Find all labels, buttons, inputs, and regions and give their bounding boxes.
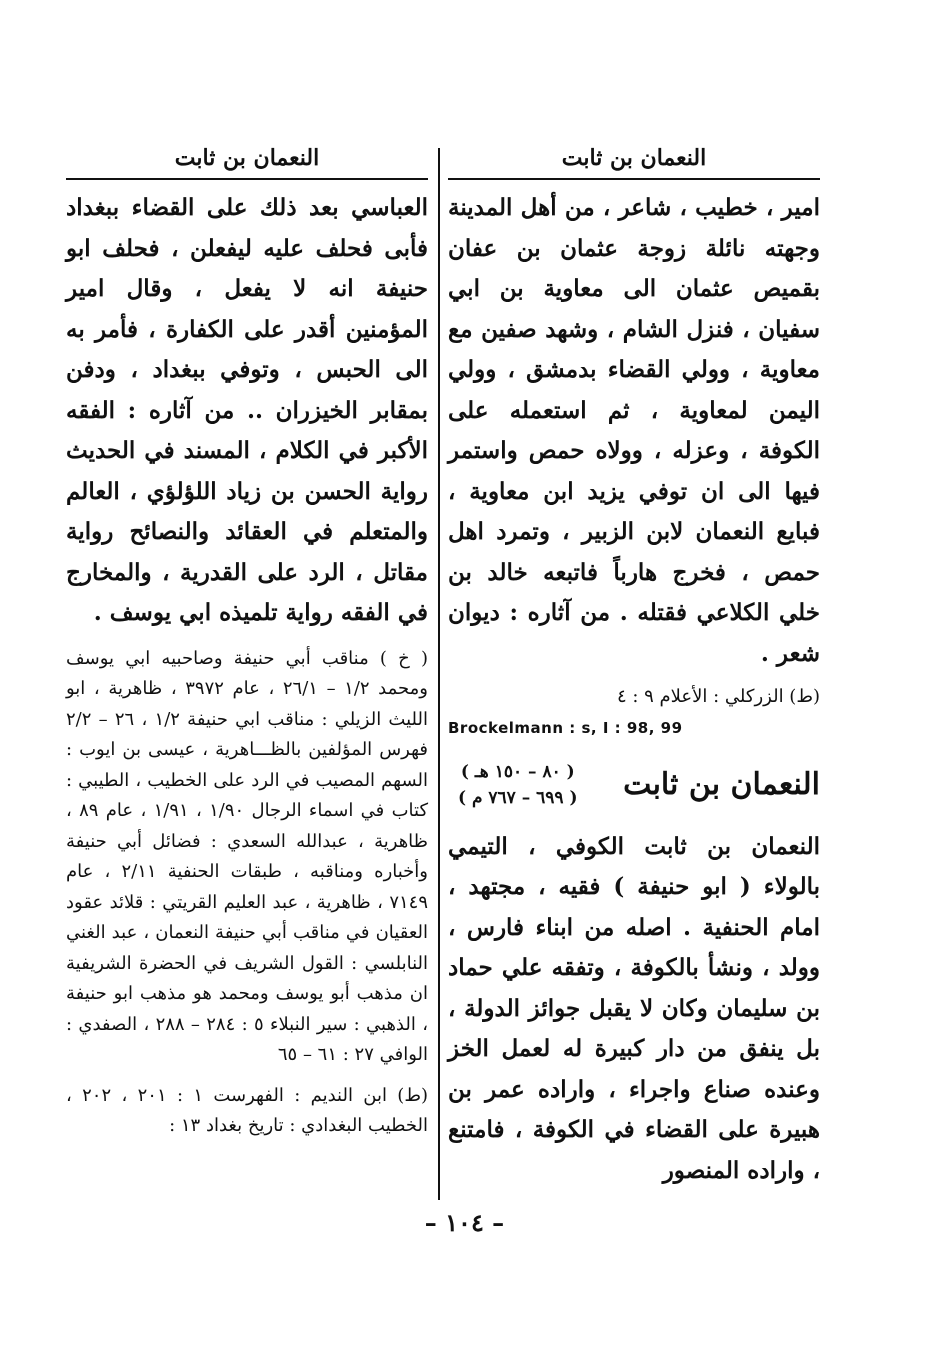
new-entry-dates [458, 759, 578, 811]
new-entry-title: النعمان بن ثابت [623, 767, 820, 802]
left-header-rule [66, 178, 428, 180]
t-references: (ط) ابن النديم : الفهرست ١ : ٢٠١ ، ٢٠٢ ، الخطيب البغدادي : تاريخ بغداد ١٣ : [66, 1084, 428, 1136]
continued-entry-text: امير ، خطيب ، شاعر ، من أهل المدينة وجهته نائلة زوجة عثمان بن عفان بقميص عثمان الى معاوية بن ابي سفيان ، فنزل الشام ، وشهد صفين مع معاوية ، وولي القضاء بدمشق ، وولي اليمن لمعاوية ، ثم استعمله على الكوفة ، وعزله ، وولاه حمص واستمر فيها الى ان توفي يزيد ابن معاوية ، فبايع النعمان لابن الزبير ، وتمرد اهل حمص ، فخرج هارباً فاتبعه خالد بن خلي الكلاعي فقتله . من آثاره : ديوان شعر . [448, 194, 820, 667]
new-entry-heading [448, 759, 820, 811]
dates-hijri: ( ٨٠ – ١٥٠ هـ ) [460, 761, 575, 782]
new-entry-text: النعمان بن ثابت الكوفي ، التيمي بالولاء ( ابو حنيفة ) فقيه ، مجتهد ، امام الحنفية . اصله من ابناء فارس ، وولد ، ونشأ بالكوفة ، وتفقه علي حماد بن سليمان وكان لا يقبل جوائز الدولة ، بل ينفق من دار كبيرة له لعمل الخز وعنده صناع واجراء ، واراده عمر بن هبيرة على القضاء في الكوفة ، فامتنع ، واراده المنصور [448, 832, 820, 1184]
page-number: – ١٠٤ – [424, 1208, 505, 1237]
right-column [448, 140, 820, 1191]
right-column-header: النعمان بن ثابت [561, 145, 707, 171]
left-column [66, 140, 428, 1142]
continued-entry-reference: (ط) الزركلي : الأعلام ٩ : ٤ [616, 686, 820, 707]
kh-references: ( خ ) مناقب أبي حنيفة وصاحبيه ابي يوسف ومحمد ١/٢ – ٢٦/١ ، عام ٣٩٧٢ ، ظاهرية ، ابو الليث الزيلي : مناقب ابي حنيفة ١/٢ ، ٢٦ – ٢/٢ فهرس المؤلفين بالظـــاهرية ، عيسى بن ايوب : السهم المصيب في الرد على الخطيب ، الطيبي : كتاب في اسماء الرجال ١/٩٠ ، ١/٩١ ، عام ٨٩ ، ظاهرية ، عبدالله السعدي : فضائل أبي حنيفة وأخباره ومناقبه ، طبقات الحنفية ٢/١١ ، عام ٧١٤٩ ، ظاهرية ، عبد العليم القريتي : قلائد عقود العقيان في مناقب أبي حنيفة النعمان ، عبد الغني النابلسي : القول الشريف في الحضرة الشريفية ان مذهب أبو يوسف ومحمد هو مذهب ابو حنيفة ، الذهبي : سير النبلاء ٥ : ٢٨٤ – ٢٨٨ ، الصفدي : الوافي ٢٧ : ٦١ – ٦٥ [66, 647, 429, 1065]
dates-gregorian: ( ٦٩٩ – ٧٦٧ م ) [458, 787, 578, 808]
column-divider [438, 148, 440, 1200]
brockelmann-reference: Brockelmann : s, I : 98, 99 [448, 718, 683, 737]
left-entry-text: العباسي بعد ذلك على القضاء ببغداد فأبى فحلف عليه ليفعلن ، فحلف ابو حنيفة انه لا يفعل ، وقال امير المؤمنين أقدر على الكفارة ، فأمر به الى الحبس ، وتوفي ببغداد ، ودفن بمقابر الخيزران .. من آثاره : الفقه الأكبر في الكلام ، المسند في الحديث رواية الحسن بن زياد اللؤلؤي ، العالم والمتعلم في العقائد والنصائح رواية مقاتل ، الرد على القدرية ، والمخارج في الفقه رواية تلميذه ابي يوسف . [66, 194, 428, 626]
left-column-header: النعمان بن ثابت [174, 145, 320, 171]
right-header-rule [448, 178, 820, 180]
